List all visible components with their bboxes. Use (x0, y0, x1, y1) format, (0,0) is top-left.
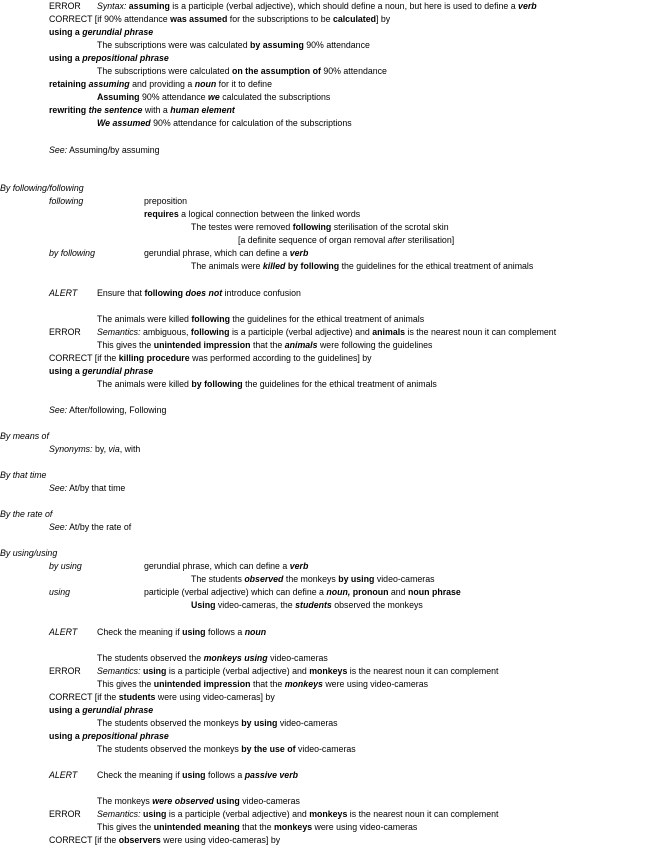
method-line: using a gerundial phrase (49, 705, 154, 715)
example-line: The subscriptions were calculated on the assumption of 90% attendance (97, 66, 387, 76)
entry-heading: By means of (0, 431, 49, 441)
correct-line: CORRECT [if the observers were using video-cameras] by (49, 835, 281, 845)
example-line: The animals were killed following the guidelines for the ethical treatment of animals (97, 314, 425, 324)
example-line: Assuming 90% attendance we calculated the subscriptions (97, 92, 331, 102)
example-line: The monkeys were observed using video-cameras (97, 796, 300, 806)
method-line: using a prepositional phrase (49, 53, 169, 63)
correct-line: CORRECT [if 90% attendance was assumed for the subscriptions to be calculated] by (49, 14, 391, 24)
example-line: The animals were killed by following the guidelines for the ethical treatment of animals (97, 379, 437, 389)
method-line: retaining assuming and providing a noun for it to define (49, 79, 272, 89)
entry-heading: By following/following (0, 183, 84, 193)
correct-line: CORRECT [if the students were using video-cameras] by (49, 692, 275, 702)
see-also: See: At/by that time (49, 483, 126, 493)
example-line: We assumed 90% attendance for calculation of the subscriptions (97, 118, 352, 128)
method-line: using a gerundial phrase (49, 27, 154, 37)
error-explanation: This gives the unintended impression that the monkeys were using video-cameras (97, 679, 428, 689)
method-line: using a prepositional phrase (49, 731, 169, 741)
see-also: See: After/following, Following (49, 405, 167, 415)
example-line: The students observed the monkeys using video-cameras (97, 653, 328, 663)
error-explanation: This gives the unintended meaning that the monkeys were using video-cameras (97, 822, 418, 832)
example-line: The students observed the monkeys by using video-cameras (97, 718, 338, 728)
method-line: using a gerundial phrase (49, 366, 154, 376)
see-also: See: Assuming/by assuming (49, 145, 160, 155)
usage-note: requires a logical connection between the linked words (144, 209, 361, 219)
entry-heading: By that time (0, 470, 47, 480)
example-line: The subscriptions were was calculated by assuming 90% attendance (97, 40, 370, 50)
entry-heading: By the rate of (0, 509, 53, 519)
see-also: See: At/by the rate of (49, 522, 132, 532)
synonyms-line: Synonyms: by, via, with (49, 444, 141, 454)
example-line: The testes were removed following sterilisation of the scrotal skin (191, 222, 449, 232)
correct-line: CORRECT [if the killing procedure was performed according to the guidelines] by (49, 353, 372, 363)
example-line: Using video-cameras, the students observed the monkeys (191, 600, 423, 610)
method-line: rewriting the sentence with a human element (49, 105, 235, 115)
entry-heading: By using/using (0, 548, 58, 558)
error-explanation: This gives the unintended impression that the animals were following the guidelines (97, 340, 433, 350)
example-line: The animals were killed by following the guidelines for the ethical treatment of animals (191, 261, 534, 271)
example-line: The students observed the monkeys by using video-cameras (191, 574, 435, 584)
example-line: The students observed the monkeys by the use of video-cameras (97, 744, 356, 754)
example-note: [a definite sequence of organ removal after sterilisation] (238, 235, 455, 245)
